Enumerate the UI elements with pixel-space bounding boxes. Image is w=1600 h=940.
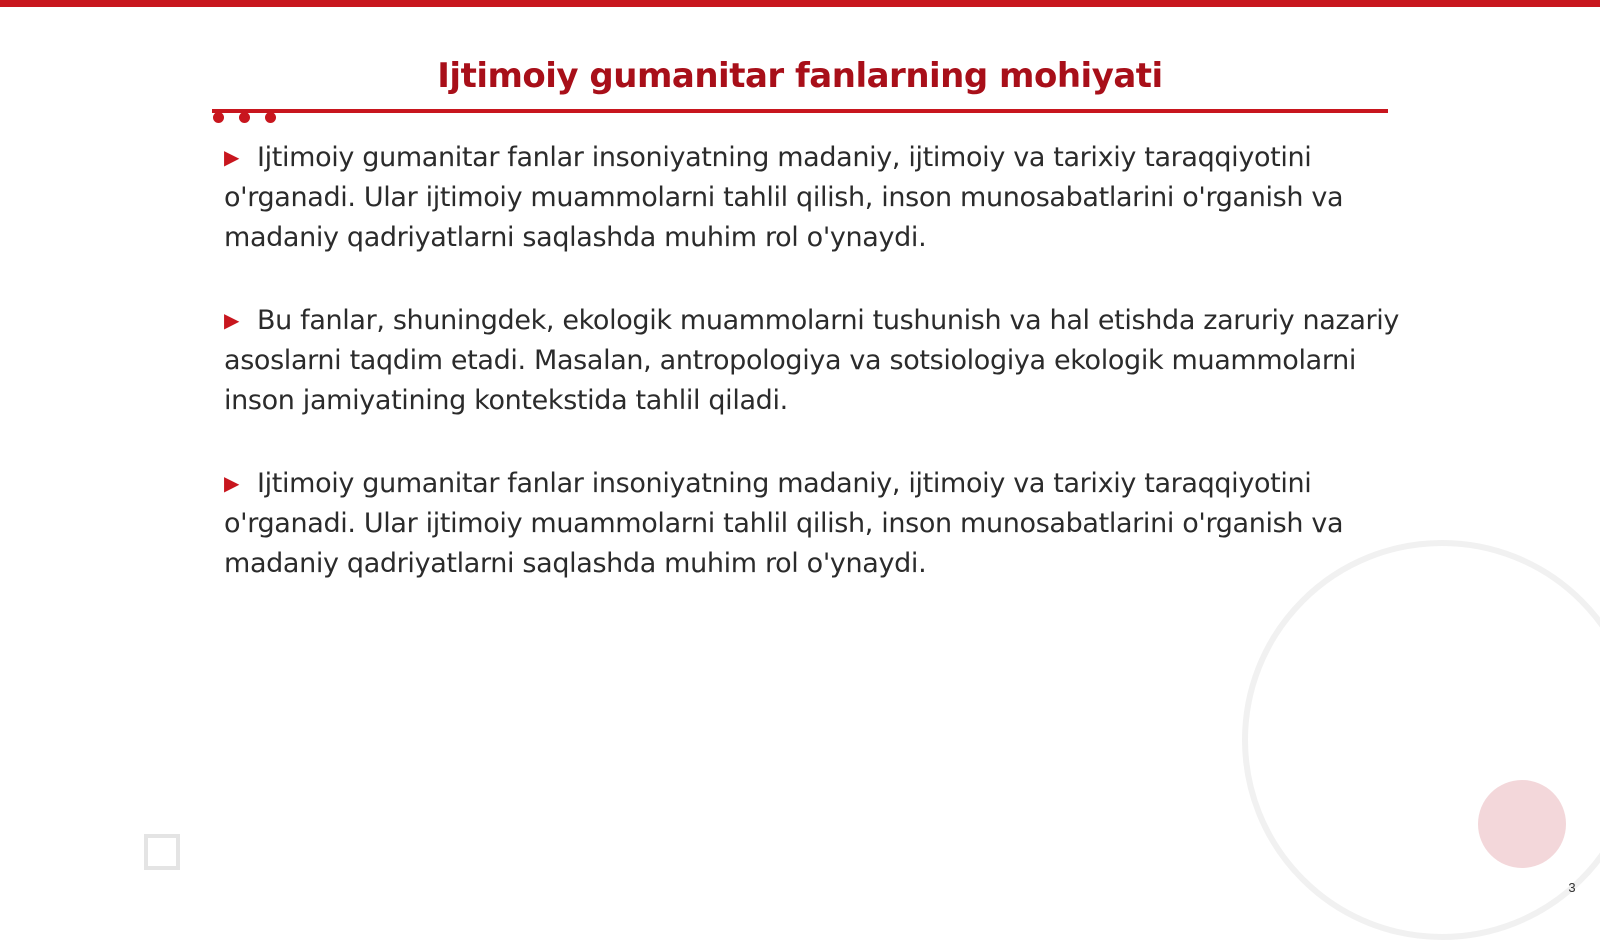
bullet-text: Bu fanlar, shuningdek, ekologik muammolarni tushunish va hal etishda zaruriy nazariy asoslarni taqdim etadi. Masalan, antropologiya va sotsiologiya ekologik muammolarni inson jamiyatining kontekstida tahlil qiladi. [224,305,1400,416]
triangle-bullet-icon: ▶ [224,471,240,495]
decor-dot [239,112,250,123]
bullet-item [224,137,1404,258]
title-underline [212,109,1388,113]
top-accent-bar [0,0,1600,7]
slide-title: Ijtimoiy gumanitar fanlarning mohiyati [437,56,1163,96]
bullet-item [224,463,1404,584]
triangle-bullet-icon: ▶ [224,308,240,332]
decor-dot [265,112,276,123]
triangle-bullet-icon: ▶ [224,145,240,169]
decorative-square [144,834,180,870]
decorative-pink-circle [1478,780,1566,868]
bullet-text: Ijtimoiy gumanitar fanlar insoniyatning madaniy, ijtimoiy va tarixiy taraqqiyotini o'rganadi. Ular ijtimoiy muammolarni tahlil qilish, inson munosabatlarini o'rganish va madaniy qadriyatlarni saqlashda muhim rol o'ynaydi. [224,468,1344,579]
bullet-list [224,137,1404,626]
bullet-text: Ijtimoiy gumanitar fanlar insoniyatning madaniy, ijtimoiy va tarixiy taraqqiyotini o'rganadi. Ular ijtimoiy muammolarni tahlil qilish, inson munosabatlarini o'rganish va madaniy qadriyatlarni saqlashda muhim rol o'ynaydi. [224,142,1344,253]
decor-dot [213,112,224,123]
bullet-item [224,300,1404,421]
page-number: 3 [1568,880,1576,895]
